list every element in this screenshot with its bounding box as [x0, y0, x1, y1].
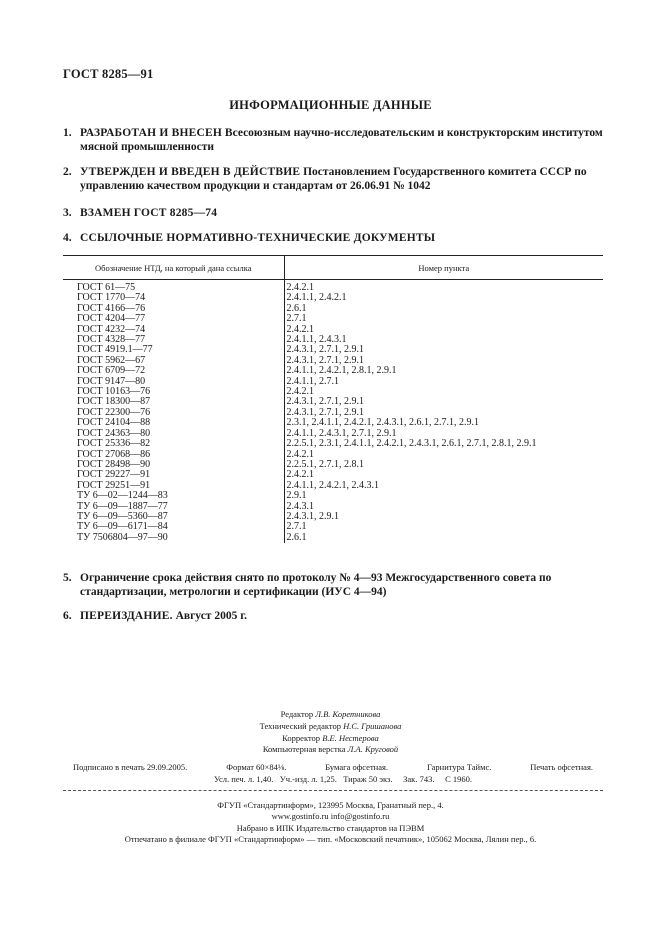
cell-clauses: 2.4.2.1 — [286, 323, 314, 335]
cell-document: ТУ 7506804—97—90 — [63, 533, 284, 543]
page-code: С 1960. — [445, 773, 472, 784]
item-caption: ССЫЛОЧНЫЕ НОРМАТИВНО-ТЕХНИЧЕСКИЕ ДОКУМЕНТЫ — [80, 232, 436, 244]
printed-note: Отпечатано в филиале ФГУП «Стандартинформ» — тип. «Московский печатник», 105062 Москва, Лялин пер., 6. — [124, 833, 537, 844]
cell-document: ГОСТ 61—75 — [63, 280, 284, 294]
typeset-note: Набрано в ИПК Издательство стандартов на ПЭВМ — [236, 822, 425, 833]
cell-document: ГОСТ 24104—88 — [63, 418, 284, 428]
cell-document: ТУ 6—09—5360—87 — [63, 512, 284, 522]
cell-clauses: 2.4.1.1, 2.4.3.1 — [286, 334, 347, 346]
cell-clauses: 2.4.3.1, 2.7.1, 2.9.1 — [286, 406, 364, 418]
cell-document: ГОСТ 9147—80 — [63, 377, 284, 387]
credit-label: Компьютерная верстка — [262, 744, 346, 755]
table-body — [63, 280, 603, 544]
table-row — [63, 533, 603, 543]
paper-type: Бумага офсетная. — [325, 762, 389, 772]
cell-clauses: 2.2.5.1, 2.3.1, 2.4.1.1, 2.4.2.1, 2.4.3.1, 2.6.1, 2.7.1, 2.8.1, 2.9.1 — [286, 438, 537, 450]
item-number: 3. — [63, 207, 72, 219]
item-text: Постановлением Государственного комитета СССР по управлению качеством продукции и стандартам от 26.06.91 № 1042 — [80, 166, 587, 192]
item-caption: ВЗАМЕН ГОСТ 8285—74 — [80, 207, 218, 219]
cell-document: ГОСТ 1770—74 — [63, 293, 284, 303]
cell-document: ГОСТ 29227—91 — [63, 470, 284, 480]
cell-clauses: 2.4.2.1 — [286, 386, 314, 398]
cell-document: ГОСТ 5962—67 — [63, 356, 284, 366]
publisher-address: ФГУП «Стандартинформ», 123995 Москва, Гранатный пер., 4. — [217, 800, 444, 810]
cell-document: ГОСТ 18300—87 — [63, 397, 284, 407]
print-run: Тираж 50 экз. — [343, 773, 393, 784]
item-number: 1. — [63, 127, 72, 139]
credit-tech-editor — [0, 721, 661, 733]
paper-format: Формат 60×84⅛. — [226, 762, 287, 772]
credit-label: Корректор — [282, 732, 321, 743]
item-number: 2. — [63, 166, 72, 178]
info-item-5 — [63, 571, 603, 599]
cell-document: ГОСТ 27068—86 — [63, 450, 284, 460]
cell-document: ГОСТ 4919.1—77 — [63, 345, 284, 355]
cell-clauses: 2.9.1 — [286, 490, 307, 502]
cell-document: ТУ 6—09—6171—84 — [63, 522, 284, 532]
cell-document: ТУ 6—02—1244—83 — [63, 491, 284, 501]
cell-document: ГОСТ 6709—72 — [63, 366, 284, 376]
credit-label: Редактор — [280, 709, 314, 719]
credits-block — [0, 709, 661, 756]
item-caption: ПЕРЕИЗДАНИЕ. — [80, 610, 173, 622]
item-text: Ограничение срока действия снято по протоколу № 4—93 Межгосударственного совета по стандартизации, метрологии и сертификации (ИУС 4—94) — [80, 572, 552, 598]
cell-clauses: 2.4.1.1, 2.7.1 — [286, 375, 339, 387]
table-row — [63, 491, 603, 501]
publisher-block — [0, 800, 661, 845]
cell-clauses: 2.4.3.1, 2.7.1, 2.9.1 — [286, 354, 364, 366]
info-item-3 — [63, 206, 603, 220]
cell-clauses: 2.4.1.1, 2.4.2.1, 2.8.1, 2.9.1 — [286, 365, 397, 377]
cell-clauses: 2.4.1.1, 2.4.3.1, 2.7.1, 2.9.1 — [286, 427, 397, 439]
signed-date: Подписано в печать 29.09.2005. — [73, 762, 188, 772]
cell-clauses: 2.4.3.1, 2.7.1, 2.9.1 — [286, 396, 364, 408]
cell-clauses: 2.4.2.1 — [286, 469, 314, 481]
cell-document: ТУ 6—09—1887—77 — [63, 502, 284, 512]
credit-name: В.Е. Нестерова — [322, 732, 379, 743]
credit-name: Л.А. Круговой — [347, 744, 399, 755]
column-header-clause: Номер пункта — [284, 256, 603, 280]
item-number: 6. — [63, 610, 72, 622]
cell-document: ГОСТ 4328—77 — [63, 335, 284, 345]
item-number: 5. — [63, 572, 72, 584]
info-item-6 — [63, 609, 603, 623]
item-text: Август 2005 г. — [175, 610, 247, 622]
cell-clauses: 2.4.3.1 — [286, 500, 314, 512]
cell-clauses: 2.4.3.1, 2.9.1 — [286, 510, 339, 522]
table-row — [63, 439, 603, 449]
print-sheets: Усл. печ. л. 1,40. — [213, 773, 274, 784]
divider-line — [63, 790, 603, 791]
cell-document: ГОСТ 29251—91 — [63, 481, 284, 491]
credit-corrector — [0, 733, 661, 745]
credit-label: Технический редактор — [259, 720, 341, 731]
edition-sheets: Уч.-изд. л. 1,25. — [279, 773, 337, 784]
order-number: Зак. 743. — [403, 773, 435, 784]
credit-name: Л.В. Коретникова — [315, 709, 381, 719]
table-row — [63, 280, 603, 294]
cell-document: ГОСТ 10163—76 — [63, 387, 284, 397]
item-caption: РАЗРАБОТАН И ВНЕСЕН — [80, 127, 223, 139]
printing-method: Печать офсетная. — [530, 762, 593, 772]
cell-document: ГОСТ 25336—82 — [63, 439, 284, 449]
cell-document: ГОСТ 4204—77 — [63, 314, 284, 324]
cell-clauses: 2.4.1.1, 2.4.2.1, 2.4.3.1 — [286, 479, 379, 491]
cell-document: ГОСТ 4232—74 — [63, 325, 284, 335]
item-text: Всесоюзным научно-исследовательским и конструкторским институтом мясной промышленности — [80, 127, 603, 153]
cell-document: ГОСТ 24363—80 — [63, 429, 284, 439]
cell-clauses: 2.3.1, 2.4.1.1, 2.4.2.1, 2.4.3.1, 2.6.1, 2.7.1, 2.9.1 — [286, 417, 479, 429]
publisher-web: www.gostinfo.ru info@gostinfo.ru — [271, 811, 390, 822]
cell-clauses: 2.4.3.1, 2.7.1, 2.9.1 — [286, 344, 364, 356]
cell-clauses: 2.4.2.1 — [286, 448, 314, 460]
cell-clauses: 2.6.1 — [286, 531, 307, 543]
table-header-row — [63, 256, 603, 280]
credit-name: Н.С. Гришанова — [343, 720, 402, 731]
typeface: Гарнитура Таймс. — [426, 762, 492, 772]
section-title: ИНФОРМАЦИОННЫЕ ДАННЫЕ — [229, 98, 432, 112]
cell-document: ГОСТ 4166—76 — [63, 304, 284, 314]
cell-clauses: 2.7.1 — [286, 521, 307, 533]
info-item-1 — [63, 126, 603, 154]
document-code: ГОСТ 8285—91 — [63, 67, 154, 81]
item-caption: УТВЕРЖДЕН И ВВЕДЕН В ДЕЙСТВИЕ — [80, 166, 301, 178]
reference-documents-table — [63, 255, 603, 543]
item-number: 4. — [63, 232, 72, 244]
cell-clauses: 2.7.1 — [286, 313, 307, 325]
cell-clauses: 2.4.2.1 — [286, 282, 314, 293]
cell-clauses: 2.2.5.1, 2.7.1, 2.8.1 — [286, 458, 364, 470]
cell-document: ГОСТ 22300—76 — [63, 408, 284, 418]
info-item-4 — [63, 231, 603, 245]
column-header-document: Обозначение НТД, на который дана ссылка — [63, 256, 284, 280]
cell-clauses: 2.4.1.1, 2.4.2.1 — [286, 292, 347, 304]
credit-layout — [0, 744, 661, 756]
cell-document: ГОСТ 28498—90 — [63, 460, 284, 470]
info-item-2 — [63, 165, 603, 193]
print-info — [73, 762, 593, 785]
cell-clauses: 2.6.1 — [286, 302, 307, 314]
credit-editor — [0, 709, 661, 721]
